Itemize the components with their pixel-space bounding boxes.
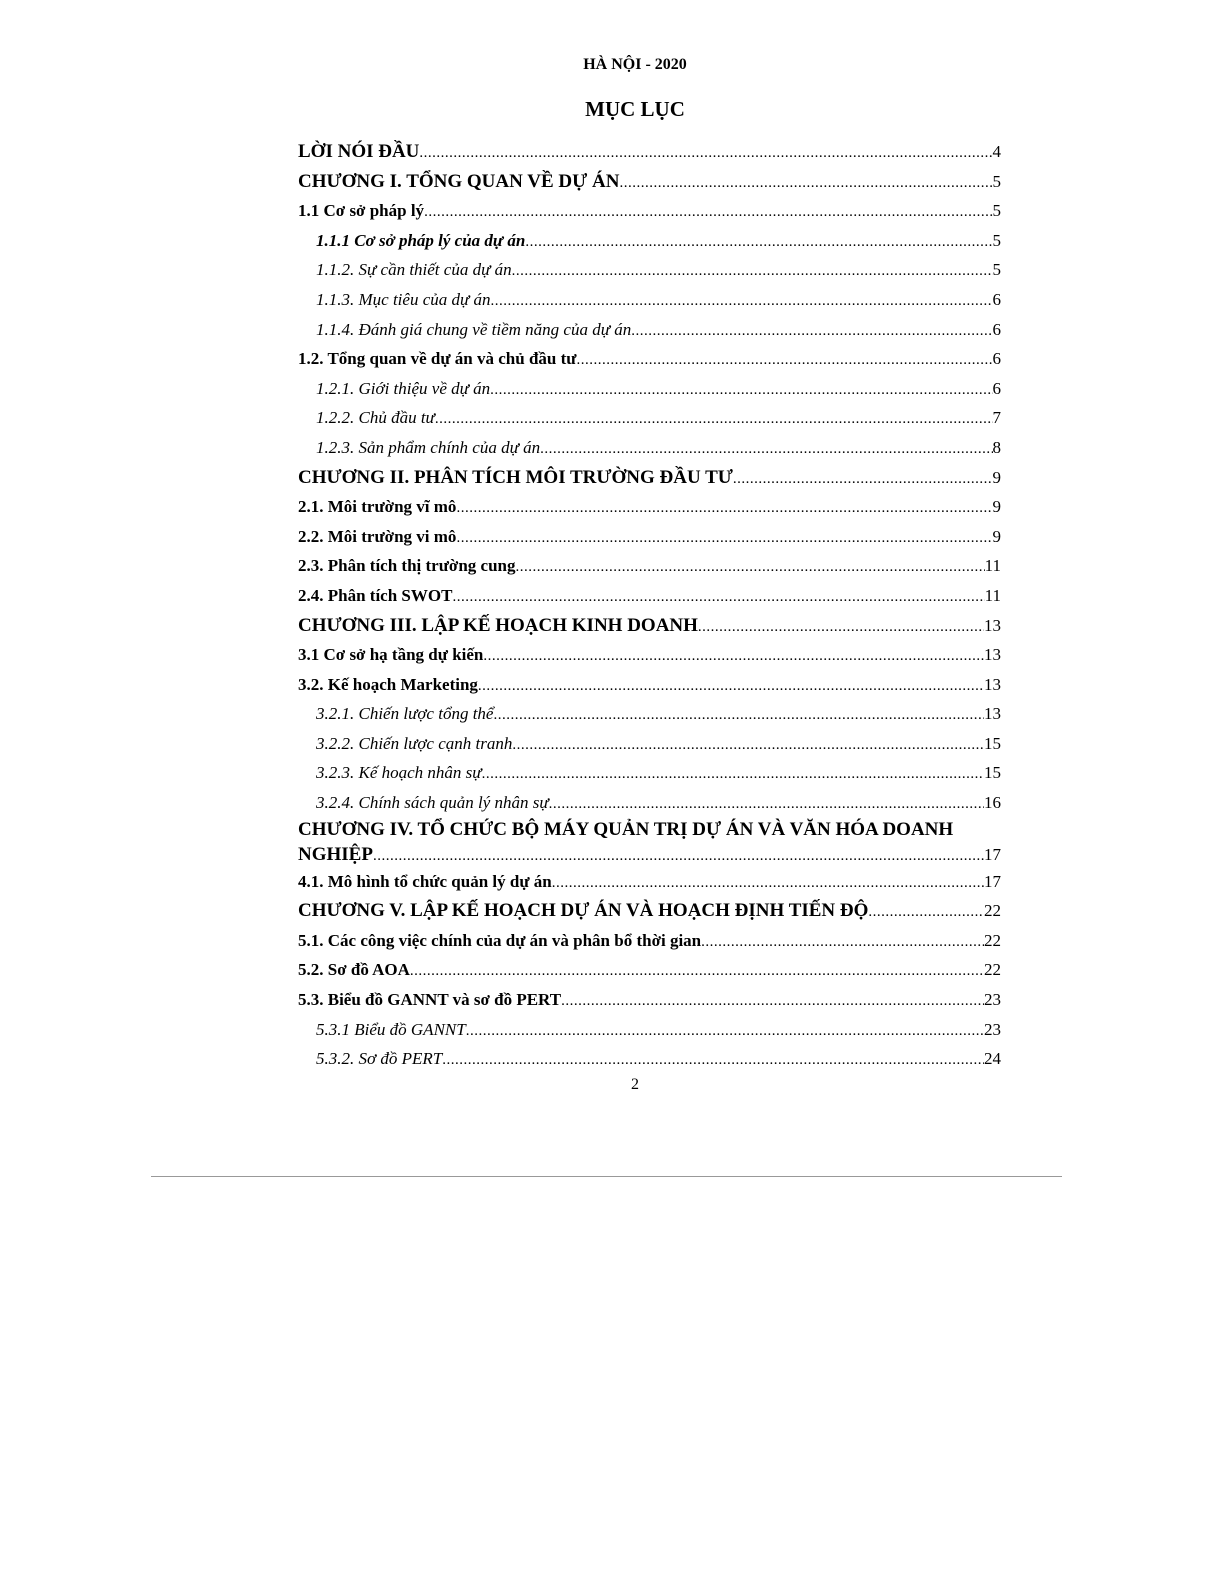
leader-dots bbox=[631, 317, 992, 347]
toc-entry-text: 1.2.2. Chủ đầu tư bbox=[316, 408, 435, 428]
leader-dots bbox=[516, 553, 985, 583]
toc-entry-5-3-2[interactable] bbox=[298, 1044, 1001, 1074]
toc-entry-4-1[interactable] bbox=[298, 867, 1001, 897]
leader-dots bbox=[512, 257, 993, 287]
toc-entry-text: 5.3. Biểu đồ GANNT và sơ đồ PERT bbox=[298, 990, 562, 1010]
toc-entry-text: 1.1 Cơ sở pháp lý bbox=[298, 201, 425, 221]
toc-entry-page: 6 bbox=[992, 289, 1001, 309]
leader-dots bbox=[619, 169, 992, 199]
toc-entry-2-2[interactable] bbox=[298, 522, 1001, 552]
toc-entry-page: 13 bbox=[984, 704, 1001, 724]
leader-dots bbox=[483, 642, 984, 672]
toc-entry-text: 4.1. Mô hình tổ chức quản lý dự án bbox=[298, 871, 552, 891]
leader-dots bbox=[456, 494, 992, 524]
leader-dots bbox=[419, 139, 992, 169]
toc-entry-chapter-5[interactable] bbox=[298, 896, 1001, 926]
leader-dots bbox=[410, 957, 984, 987]
toc-entry-text: CHƯƠNG II. PHÂN TÍCH MÔI TRƯỜNG ĐẦU TƯ bbox=[298, 466, 733, 488]
leader-dots bbox=[868, 898, 984, 928]
leader-dots bbox=[452, 583, 984, 613]
toc-entry-page: 6 bbox=[992, 378, 1001, 398]
leader-dots bbox=[576, 346, 992, 376]
toc-entry-1-2[interactable] bbox=[298, 344, 1001, 374]
toc-entry-3-2-3[interactable] bbox=[298, 758, 1001, 788]
toc-entry-text: 5.1. Các công việc chính của dự án và phân bổ thời gian bbox=[298, 930, 702, 950]
toc-entry-text: 3.1 Cơ sở hạ tầng dự kiến bbox=[298, 645, 484, 665]
toc-entry-page: 8 bbox=[992, 437, 1001, 457]
toc-entry-chapter-2[interactable] bbox=[298, 463, 1001, 493]
leader-dots bbox=[373, 844, 984, 869]
toc-entry-3-2-1[interactable] bbox=[298, 699, 1001, 729]
toc-entry-1-2-1[interactable] bbox=[298, 374, 1001, 404]
toc-entry-text: 1.2.3. Sản phẩm chính của dự án bbox=[316, 437, 541, 457]
leader-dots bbox=[698, 613, 984, 643]
toc-entry-text: 1.1.3. Mục tiêu của dự án bbox=[316, 289, 491, 309]
toc-entry-page: 15 bbox=[984, 733, 1001, 753]
toc-entry-page: 6 bbox=[992, 349, 1001, 369]
toc-entry-text: 5.2. Sơ đồ AOA bbox=[298, 960, 410, 980]
leader-dots bbox=[466, 1017, 984, 1047]
toc-entry-chapter-1[interactable] bbox=[298, 167, 1001, 197]
toc-entry-page: 17 bbox=[984, 844, 1001, 864]
toc-entry-1-1-1[interactable] bbox=[298, 226, 1001, 256]
toc-entry-3-2[interactable] bbox=[298, 670, 1001, 700]
city-year-header: HÀ NỘI - 2020 bbox=[583, 56, 687, 73]
toc-entry-1-1-2[interactable] bbox=[298, 255, 1001, 285]
toc-entry-text: 2.4. Phân tích SWOT bbox=[298, 585, 453, 605]
leader-dots bbox=[540, 435, 992, 465]
toc-entry-2-3[interactable] bbox=[298, 551, 1001, 581]
leader-dots bbox=[424, 198, 992, 228]
toc-entry-text: CHƯƠNG III. LẬP KẾ HOẠCH KINH DOANH bbox=[298, 614, 698, 636]
toc-entry-text: LỜI NÓI ĐẦU bbox=[298, 141, 420, 162]
leader-dots bbox=[552, 869, 984, 899]
toc-entry-1-2-2[interactable] bbox=[298, 403, 1001, 433]
toc-entry-text: 1.2.1. Giới thiệu về dự án bbox=[316, 378, 491, 398]
leader-dots bbox=[456, 524, 992, 554]
toc-entry-page: 6 bbox=[992, 319, 1001, 339]
toc-entry-text: 1.1.4. Đánh giá chung về tiềm năng của dự án bbox=[316, 319, 632, 339]
toc-entry-page: 22 bbox=[984, 960, 1001, 980]
toc-entry-chapter-4[interactable] bbox=[298, 818, 1001, 867]
toc-entry-text: CHƯƠNG V. LẬP KẾ HOẠCH DỰ ÁN VÀ HOẠCH ĐỊNH TIẾN ĐỘ bbox=[298, 900, 869, 922]
toc-entry-5-1[interactable] bbox=[298, 926, 1001, 956]
toc-entry-page: 9 bbox=[992, 467, 1001, 487]
toc-entry-page: 13 bbox=[984, 615, 1001, 635]
leader-dots bbox=[442, 1046, 984, 1076]
leader-dots bbox=[512, 731, 984, 761]
toc-entry-text: 2.2. Môi trường vi mô bbox=[298, 526, 457, 546]
toc-entry-page: 13 bbox=[984, 674, 1001, 694]
leader-dots bbox=[478, 672, 984, 702]
toc-entry-page: 9 bbox=[992, 497, 1001, 517]
toc-entry-3-1[interactable] bbox=[298, 640, 1001, 670]
toc-entry-text: CHƯƠNG IV. TỔ CHỨC BỘ MÁY QUẢN TRỊ DỰ ÁN VÀ VĂN HÓA DOANH bbox=[298, 818, 954, 840]
toc-entry-text-continued: NGHIỆP bbox=[298, 843, 373, 865]
toc-entry-page: 9 bbox=[992, 526, 1001, 546]
toc-entry-page: 5 bbox=[992, 201, 1001, 221]
toc-entry-page: 11 bbox=[984, 585, 1001, 605]
toc-entry-page: 11 bbox=[984, 556, 1001, 576]
leader-dots bbox=[490, 376, 992, 406]
table-of-contents bbox=[298, 137, 1001, 1074]
toc-entry-page: 24 bbox=[984, 1049, 1001, 1069]
toc-entry-page: 22 bbox=[984, 930, 1001, 950]
toc-entry-text: 1.2. Tổng quan về dự án và chủ đầu tư bbox=[298, 349, 577, 369]
toc-entry-page: 23 bbox=[984, 990, 1001, 1010]
leader-dots bbox=[733, 465, 993, 495]
leader-dots bbox=[701, 928, 984, 958]
toc-entry-text: 3.2.3. Kế hoạch nhân sự bbox=[316, 763, 482, 783]
toc-entry-text: 3.2.4. Chính sách quản lý nhân sự bbox=[316, 793, 549, 813]
leader-dots bbox=[561, 987, 984, 1017]
toc-entry-5-3[interactable] bbox=[298, 985, 1001, 1015]
toc-entry-page: 7 bbox=[992, 408, 1001, 428]
toc-entry-page: 16 bbox=[984, 793, 1001, 813]
toc-entry-text: 3.2.2. Chiến lược cạnh tranh bbox=[316, 733, 513, 753]
toc-entry-page: 23 bbox=[984, 1019, 1001, 1039]
toc-entry-1-1-3[interactable] bbox=[298, 285, 1001, 315]
toc-entry-1-1[interactable] bbox=[298, 196, 1001, 226]
leader-dots bbox=[435, 405, 993, 435]
toc-entry-page: 22 bbox=[984, 901, 1001, 921]
leader-dots bbox=[493, 701, 984, 731]
toc-entry-1-1-4[interactable] bbox=[298, 315, 1001, 345]
toc-entry-3-2-4[interactable] bbox=[298, 788, 1001, 818]
toc-entry-2-4[interactable] bbox=[298, 581, 1001, 611]
leader-dots bbox=[525, 228, 992, 258]
toc-entry-text: 2.1. Môi trường vĩ mô bbox=[298, 497, 457, 517]
page-divider bbox=[151, 1176, 1062, 1177]
toc-entry-1-2-3[interactable] bbox=[298, 433, 1001, 463]
toc-entry-page: 13 bbox=[984, 645, 1001, 665]
toc-entry-page: 5 bbox=[992, 230, 1001, 250]
toc-entry-2-1[interactable] bbox=[298, 492, 1001, 522]
toc-entry-page: 4 bbox=[992, 142, 1001, 161]
leader-dots bbox=[482, 760, 984, 790]
toc-entry-3-2-2[interactable] bbox=[298, 729, 1001, 759]
toc-entry-text: CHƯƠNG I. TỔNG QUAN VỀ DỰ ÁN bbox=[298, 170, 620, 192]
page-number: 2 bbox=[631, 1076, 639, 1093]
toc-entry-page: 15 bbox=[984, 763, 1001, 783]
toc-entry-preface[interactable] bbox=[298, 137, 1001, 167]
toc-entry-text: 1.1.1 Cơ sở pháp lý của dự án bbox=[316, 230, 526, 250]
toc-entry-text: 3.2.1. Chiến lược tổng thể bbox=[316, 704, 494, 724]
toc-entry-page: 5 bbox=[992, 171, 1001, 191]
toc-entry-chapter-3[interactable] bbox=[298, 611, 1001, 641]
toc-entry-5-2[interactable] bbox=[298, 955, 1001, 985]
toc-entry-text: 3.2. Kế hoạch Marketing bbox=[298, 674, 478, 694]
toc-entry-text: 1.1.2. Sự cần thiết của dự án bbox=[316, 260, 512, 280]
toc-entry-text: 5.3.1 Biểu đồ GANNT bbox=[316, 1019, 466, 1039]
toc-entry-text: 5.3.2. Sơ đồ PERT bbox=[316, 1049, 443, 1069]
toc-entry-page: 17 bbox=[984, 871, 1001, 891]
leader-dots bbox=[549, 790, 984, 820]
toc-entry-page: 5 bbox=[992, 260, 1001, 280]
toc-entry-5-3-1[interactable] bbox=[298, 1015, 1001, 1045]
leader-dots bbox=[491, 287, 993, 317]
toc-entry-text: 2.3. Phân tích thị trường cung bbox=[298, 556, 516, 576]
toc-title: MỤC LỤC bbox=[585, 97, 685, 121]
